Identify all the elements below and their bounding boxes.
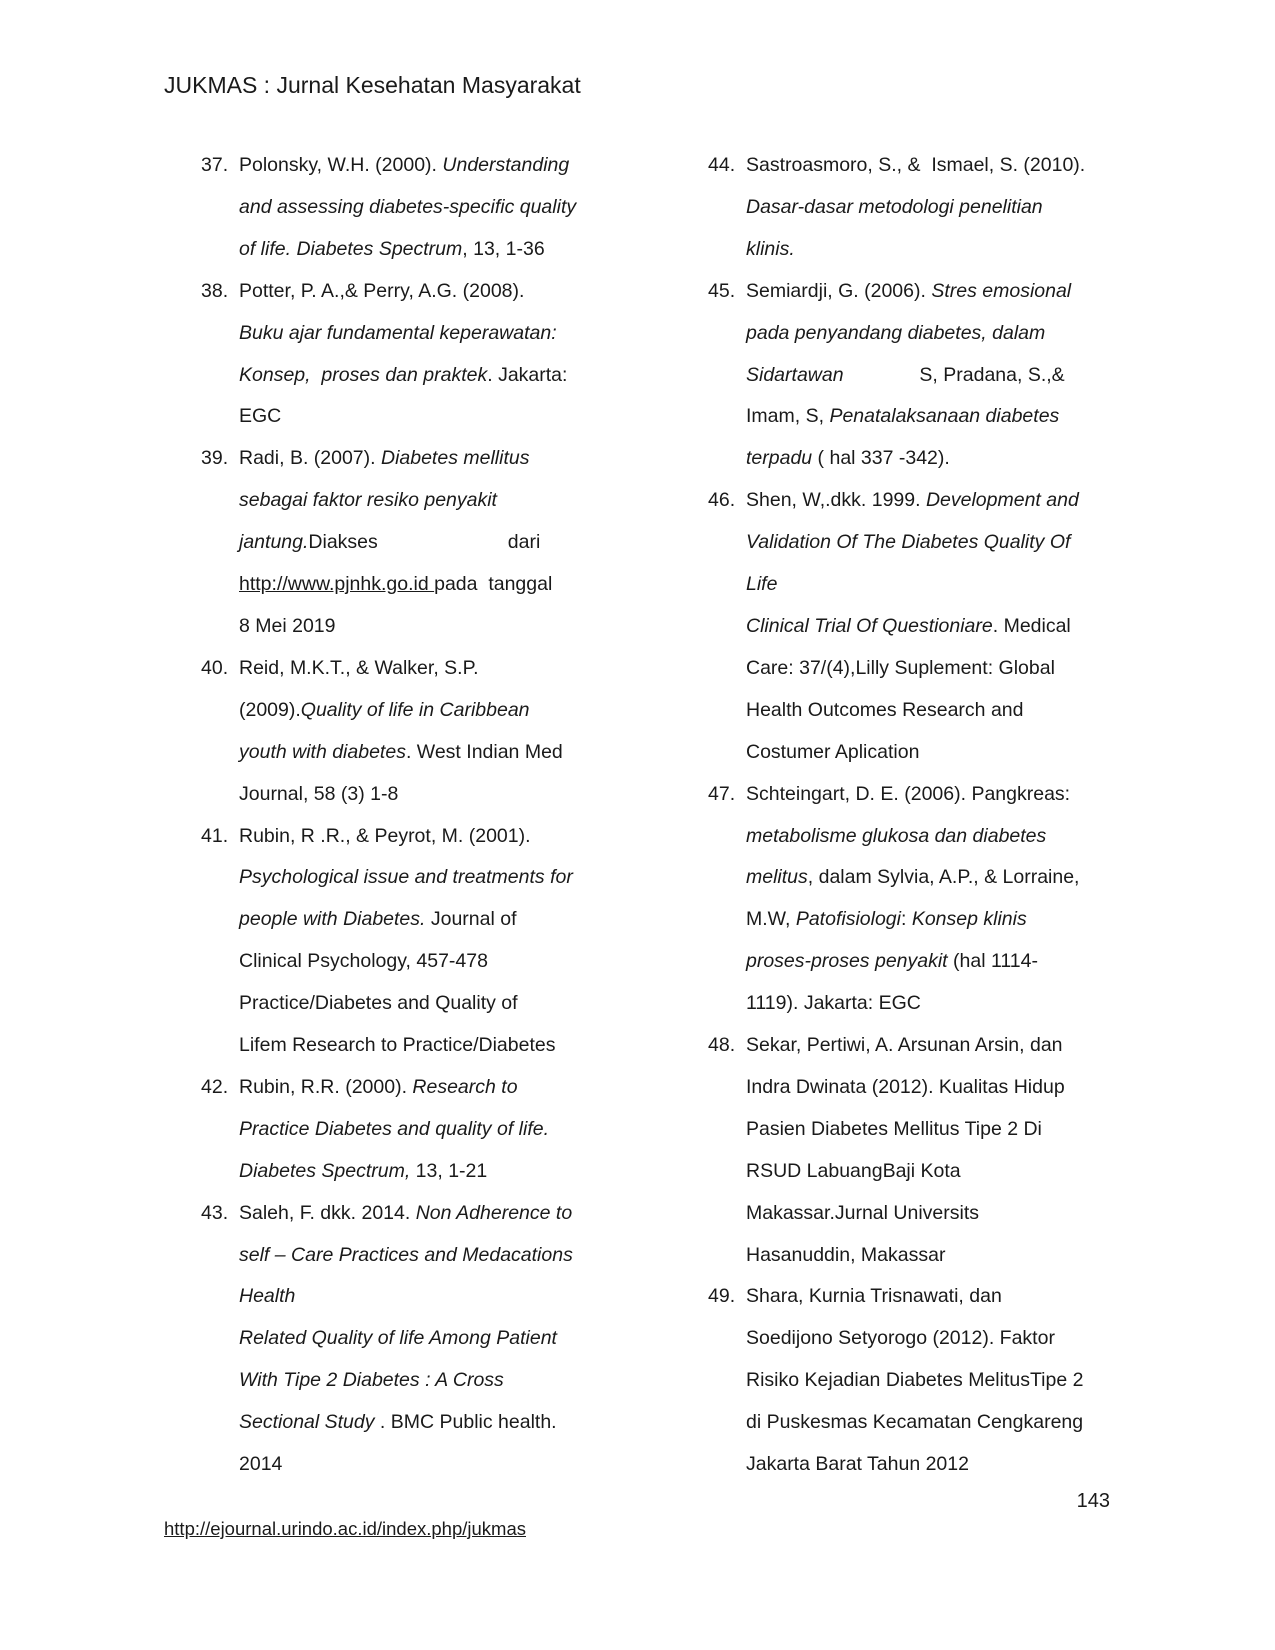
reference-number: 38. [201,279,229,302]
reference-line [746,522,1120,564]
reference-segment: Clinical Trial Of Questioniare [746,614,993,637]
reference-line [746,1402,1120,1444]
reference-segment: Buku ajar fundamental keperawatan: [239,321,557,344]
reference-line [239,1235,613,1277]
reference-segment: Konsep klinis [911,908,1027,931]
reference-segment: pada penyandang diabetes, dalam [746,321,1046,344]
reference-line [239,396,613,438]
reference-segment: youth with diabetes [239,740,406,763]
reference-line [239,1444,613,1486]
reference-segment: Shen, W,.dkk. 1999. [746,489,926,512]
reference-segment: of life. Diabetes Spectrum [239,237,463,260]
reference-segment: Rubin, R.R. (2000). [239,1075,413,1098]
reference-segment: : [900,908,912,931]
reference-line [239,774,613,816]
reference-line [746,774,1120,816]
reference-line [746,1109,1120,1151]
reference-line [239,648,613,690]
reference-line [746,983,1120,1025]
reference-line [239,187,613,229]
reference-segment: Makassar.Jurnal Universits [746,1201,979,1224]
reference-line [239,732,613,774]
reference-segment: terpadu [746,447,813,470]
reference-segment: Konsep, proses dan praktek [239,363,488,386]
reference-line [746,229,1120,271]
reference-entry [201,816,613,1067]
reference-segment: Polonsky, W.H. (2000). [239,154,443,176]
reference-segment: Health [239,1285,296,1308]
reference-segment: self – Care Practices and Medacations [239,1243,573,1266]
reference-entry [708,774,1120,1025]
reference-segment: Pasien Diabetes Mellitus Tipe 2 Di [746,1117,1042,1140]
reference-line [746,271,1120,313]
reference-line [746,1193,1120,1235]
reference-segment: Validation Of The Diabetes Quality Of [746,531,1071,554]
reference-line [746,313,1120,355]
reference-text [239,145,613,271]
reference-text [746,145,1120,271]
reference-segment: 8 Mei 2019 [239,614,336,637]
reference-segment: M.W, [746,908,796,931]
reference-segment: . Medical [992,614,1071,637]
reference-segment: Hasanuddin, Makassar [746,1243,946,1266]
reference-segment: di Puskesmas Kecamatan Cengkareng [746,1411,1084,1434]
reference-line [746,1444,1120,1486]
reference-segment: Journal of [425,908,517,931]
reference-number: 43. [201,1201,229,1224]
reference-text [746,271,1120,481]
reference-segment: Penatalaksanaan diabetes [829,405,1060,428]
reference-segment: Sekar, Pertiwi, A. Arsunan Arsin, dan [746,1034,1063,1057]
reference-segment: Shara, Kurnia Trisnawati, dan [746,1285,1002,1308]
reference-segment: 1119). Jakarta: EGC [746,992,921,1015]
reference-segment: Practice/Diabetes and Quality of [239,992,518,1015]
reference-segment: , dalam Sylvia, A.P., & Lorraine, [807,866,1080,889]
reference-segment: jantung. [239,531,309,554]
reference-segment: EGC [239,405,282,428]
reference-segment: Lifem Research to Practice/Diabetes [239,1034,556,1057]
reference-segment: 13, 1-21 [410,1159,488,1182]
reference-segment: Costumer Aplication [746,740,920,763]
reference-segment: Sidartawan [746,363,844,386]
reference-text [239,1193,613,1486]
reference-line [239,816,613,858]
reference-segment: Life [746,573,778,596]
reference-number: 39. [201,447,229,470]
reference-segment: sebagai faktor resiko penyakit [239,489,497,512]
reference-segment: Sectional Study [239,1411,375,1434]
reference-number: 41. [201,824,229,847]
reference-segment: Related Quality of life Among Patient [239,1327,557,1350]
reference-segment: Research to [412,1075,518,1098]
reference-segment: Journal, 58 (3) 1-8 [239,782,399,805]
journal-header-title: JUKMAS : Jurnal Kesehatan Masyarakat [164,72,581,98]
reference-segment: Soedijono Setyorogo (2012). Faktor [746,1327,1055,1350]
reference-text [239,438,613,648]
reference-line [746,355,1120,397]
reference-segment: Jakarta Barat Tahun 2012 [746,1453,969,1476]
reference-segment: (hal 1114- [947,950,1038,973]
reference-segment: Patofisiologi [795,908,901,931]
reference-line [746,732,1120,774]
reference-segment: Schteingart, D. E. (2006). Pangkreas: [746,782,1071,805]
reference-line [239,857,613,899]
reference-entry [708,271,1120,481]
reference-line [746,438,1120,480]
reference-line [746,396,1120,438]
reference-line [746,816,1120,858]
reference-segment: Non Adherence to [415,1201,573,1224]
reference-entry [708,145,1120,271]
reference-entry [201,271,613,439]
reference-link[interactable]: http://www.pjnhk.go.id [239,573,435,596]
reference-segment: Saleh, F. dkk. 2014. [239,1201,416,1224]
reference-segment: 2014 [239,1453,283,1476]
reference-entry [201,1193,613,1486]
reference-entry [708,1276,1120,1486]
reference-number: 48. [708,1034,736,1057]
reference-segment: Radi, B. (2007). [239,447,381,470]
reference-segment: RSUD LabuangBaji Kota [746,1159,961,1182]
reference-line [239,480,613,522]
reference-segment: Potter, P. A.,& Perry, A.G. (2008). [239,279,525,302]
reference-line [239,271,613,313]
reference-line [239,1318,613,1360]
reference-line [239,690,613,732]
reference-line [239,313,613,355]
reference-line [239,1360,613,1402]
reference-number: 45. [708,279,736,302]
reference-line [746,1025,1120,1067]
reference-entry [201,648,613,816]
reference-segment: Practice Diabetes and quality of life. [239,1117,550,1140]
reference-text [239,816,613,1067]
reference-number: 49. [708,1285,736,1308]
reference-segment: Understanding [442,154,570,176]
reference-column-left [201,145,613,1486]
reference-line [746,480,1120,522]
reference-number: 46. [708,489,736,512]
reference-segment: . Jakarta: [487,363,568,386]
reference-segment: Diabetes Spectrum, [239,1159,411,1182]
reference-text [746,480,1120,773]
reference-number: 40. [201,656,229,679]
reference-segment: Development and [925,489,1079,512]
reference-line [746,1276,1120,1318]
reference-segment: Stres emosional [931,279,1072,302]
reference-entry [201,438,613,648]
reference-text [239,1067,613,1193]
reference-number: 44. [708,154,736,176]
journal-url-link[interactable]: http://ejournal.urindo.ac.id/index.php/jukmas [164,1518,526,1539]
page-number: 143 [1076,1490,1110,1512]
reference-segment: proses-proses penyakit [746,950,948,973]
reference-line [239,899,613,941]
reference-line [239,564,613,606]
reference-line [746,648,1120,690]
reference-line [239,1067,613,1109]
reference-entry [201,1067,613,1193]
reference-line [746,1067,1120,1109]
reference-line [239,1193,613,1235]
reference-segment: klinis. [746,237,795,260]
reference-segment: Risiko Kejadian Diabetes MelitusTipe 2 [746,1369,1084,1392]
reference-line [746,564,1120,606]
reference-segment: Imam, S, [746,405,830,428]
reference-segment: , 13, 1-36 [462,237,545,260]
reference-text [746,1276,1120,1486]
reference-entry [708,480,1120,773]
reference-segment: (2009). [239,698,301,721]
reference-segment: Diabetes mellitus [380,447,530,470]
reference-text [746,1025,1120,1276]
reference-text [239,648,613,816]
reference-line [239,1276,613,1318]
reference-segment: . West Indian Med [405,740,563,763]
reference-line [239,145,613,187]
reference-line [239,522,613,564]
reference-segment: people with Diabetes. [239,908,426,931]
reference-segment: melitus [746,866,808,889]
reference-entry [708,1025,1120,1276]
reference-line [746,145,1120,187]
reference-line [239,1151,613,1193]
reference-line [239,606,613,648]
reference-line [746,690,1120,732]
reference-segment: Diakses dari [308,531,541,554]
reference-segment: With Tipe 2 Diabetes : A Cross [239,1369,504,1392]
reference-segment: Clinical Psychology, 457-478 [239,950,488,973]
reference-line [239,438,613,480]
reference-number: 42. [201,1075,229,1098]
reference-line [239,1109,613,1151]
reference-line [239,941,613,983]
reference-segment: Semiardji, G. (2006). [746,279,932,302]
reference-line [746,857,1120,899]
reference-number: 37. [201,154,229,176]
reference-line [746,941,1120,983]
reference-segment: Indra Dwinata (2012). Kualitas Hidup [746,1075,1065,1098]
reference-line [746,1151,1120,1193]
reference-line [239,229,613,271]
reference-text [746,774,1120,1025]
reference-number: 47. [708,782,736,805]
reference-line [239,355,613,397]
reference-line [746,899,1120,941]
reference-line [746,1235,1120,1277]
reference-segment: Sastroasmoro, S., & Ismael, S. (2010). [746,154,1086,176]
reference-segment: Reid, M.K.T., & Walker, S.P. [239,656,479,679]
reference-segment: ( hal 337 -342). [812,447,950,470]
reference-segment: . BMC Public health. [374,1411,557,1434]
reference-segment: metabolisme glukosa dan diabetes [746,824,1047,847]
reference-segment: and assessing diabetes-specific quality [239,195,577,218]
reference-segment: Rubin, R .R., & Peyrot, M. (2001). [239,824,531,847]
reference-segment: Care: 37/(4),Lilly Suplement: Global [746,656,1055,679]
reference-line [746,1318,1120,1360]
reference-line [239,1402,613,1444]
reference-line [746,187,1120,229]
reference-segment: Dasar-dasar metodologi penelitian [746,195,1043,218]
reference-line [746,606,1120,648]
reference-line [239,983,613,1025]
reference-segment: pada tanggal [434,573,553,596]
reference-segment: Quality of life in Caribbean [300,698,530,721]
reference-column-right [708,145,1120,1486]
reference-segment: S, Pradana, S.,& [843,363,1065,386]
reference-text [239,271,613,439]
reference-entry [201,145,613,271]
reference-segment: Psychological issue and treatments for [239,866,573,889]
reference-line [239,1025,613,1067]
reference-line [746,1360,1120,1402]
reference-segment: Health Outcomes Research and [746,698,1024,721]
